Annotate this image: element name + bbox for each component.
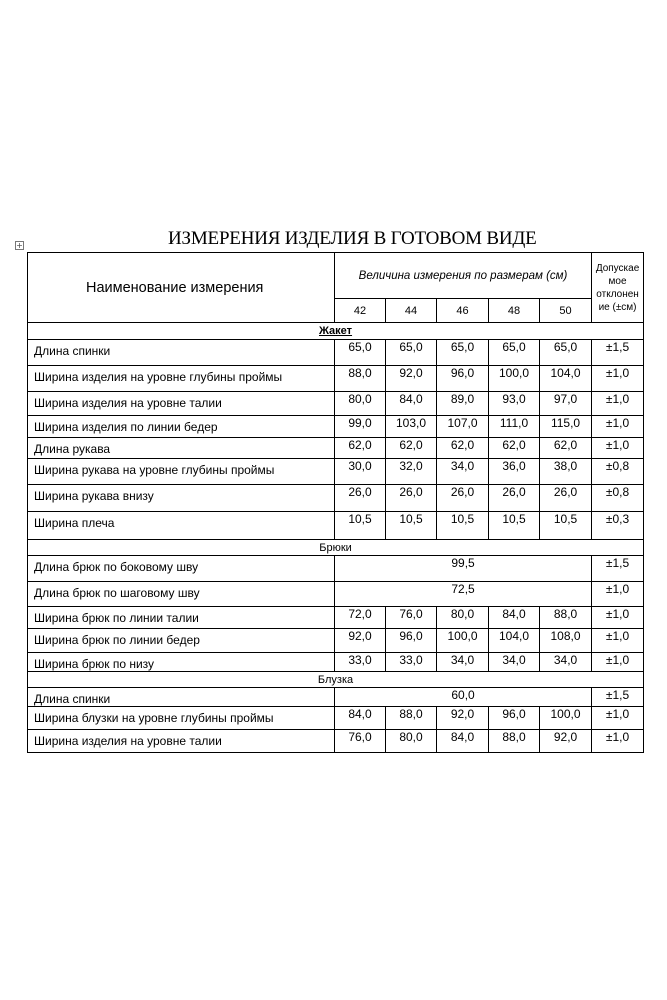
- table-row: [28, 392, 644, 416]
- measurement-value: 62,0: [540, 438, 592, 459]
- header-name: Наименование измерения: [28, 253, 335, 323]
- table-row: [28, 485, 644, 512]
- size-header: 50: [540, 299, 592, 323]
- table-row: [28, 366, 644, 392]
- table-row: [28, 459, 644, 485]
- measurement-value: 99,5: [335, 556, 592, 582]
- measurement-value: 89,0: [437, 392, 489, 416]
- tolerance-value: ±1,5: [592, 340, 644, 366]
- measurement-value: 92,0: [386, 366, 437, 392]
- page-title: ИЗМЕРЕНИЯ ИЗДЕЛИЯ В ГОТОВОМ ВИДЕ: [168, 228, 537, 249]
- measurement-value: 65,0: [335, 340, 386, 366]
- table-row: [28, 582, 644, 607]
- measurement-value: 100,0: [489, 366, 540, 392]
- tolerance-value: ±1,0: [592, 730, 644, 753]
- section-title: Брюки: [28, 540, 644, 556]
- measurement-name: Ширина рукава на уровне глубины проймы: [28, 459, 335, 485]
- tolerance-value: ±1,5: [592, 688, 644, 707]
- tolerance-value: ±1,0: [592, 607, 644, 629]
- table-row: [28, 512, 644, 540]
- measurement-name: Длина брюк по боковому шву: [28, 556, 335, 582]
- measurement-value: 26,0: [489, 485, 540, 512]
- tolerance-value: ±1,0: [592, 582, 644, 607]
- measurement-value: 103,0: [386, 416, 437, 438]
- measurement-value: 33,0: [335, 653, 386, 672]
- measurement-value: 34,0: [489, 653, 540, 672]
- measurement-value: 80,0: [386, 730, 437, 753]
- measurement-name: Ширина изделия по линии бедер: [28, 416, 335, 438]
- measurement-value: 26,0: [386, 485, 437, 512]
- tolerance-value: ±1,0: [592, 707, 644, 730]
- measurement-value: 36,0: [489, 459, 540, 485]
- table-row: [28, 688, 644, 707]
- measurement-value: 38,0: [540, 459, 592, 485]
- measurement-value: 62,0: [386, 438, 437, 459]
- measurement-name: Ширина рукава внизу: [28, 485, 335, 512]
- measurement-value: 92,0: [335, 629, 386, 653]
- measurement-value: 10,5: [489, 512, 540, 540]
- measurement-value: 80,0: [437, 607, 489, 629]
- section-title: Блузка: [28, 672, 644, 688]
- table-row: [28, 438, 644, 459]
- section-row: [28, 672, 644, 688]
- table-row: [28, 340, 644, 366]
- measurement-value: 26,0: [335, 485, 386, 512]
- measurement-value: 26,0: [540, 485, 592, 512]
- measurement-name: Длина спинки: [28, 340, 335, 366]
- measurement-value: 65,0: [437, 340, 489, 366]
- section-title: [28, 323, 644, 340]
- measurement-value: 93,0: [489, 392, 540, 416]
- table-row: [28, 730, 644, 753]
- tolerance-value: ±0,8: [592, 459, 644, 485]
- measurement-value: 65,0: [540, 340, 592, 366]
- tolerance-value: ±1,0: [592, 438, 644, 459]
- measurement-value: 72,5: [335, 582, 592, 607]
- size-header: 48: [489, 299, 540, 323]
- measurement-value: 10,5: [335, 512, 386, 540]
- measurement-value: 104,0: [489, 629, 540, 653]
- tolerance-value: ±1,0: [592, 392, 644, 416]
- measurement-value: 92,0: [540, 730, 592, 753]
- measurement-value: 62,0: [335, 438, 386, 459]
- measurement-value: 96,0: [386, 629, 437, 653]
- measurement-value: 84,0: [386, 392, 437, 416]
- section-row: [28, 540, 644, 556]
- table-row: [28, 607, 644, 629]
- size-header: 46: [437, 299, 489, 323]
- measurement-value: 100,0: [540, 707, 592, 730]
- measurement-value: 88,0: [489, 730, 540, 753]
- tolerance-value: ±1,0: [592, 629, 644, 653]
- measurement-value: 84,0: [335, 707, 386, 730]
- tolerance-value: ±1,0: [592, 416, 644, 438]
- measurement-name: Ширина изделия на уровне глубины проймы: [28, 366, 335, 392]
- measurement-value: 72,0: [335, 607, 386, 629]
- measurement-value: 34,0: [437, 653, 489, 672]
- measurement-value: 76,0: [335, 730, 386, 753]
- table-row: [28, 556, 644, 582]
- measurement-name: Длина брюк по шаговому шву: [28, 582, 335, 607]
- measurement-value: 84,0: [489, 607, 540, 629]
- measurement-value: 111,0: [489, 416, 540, 438]
- measurement-name: Ширина брюк по низу: [28, 653, 335, 672]
- table-row: [28, 629, 644, 653]
- measurement-value: 34,0: [540, 653, 592, 672]
- measurement-name: Ширина брюк по линии бедер: [28, 629, 335, 653]
- measurement-value: 65,0: [489, 340, 540, 366]
- measurement-value: 62,0: [437, 438, 489, 459]
- measurement-name: Ширина изделия на уровне талии: [28, 730, 335, 753]
- measurement-value: 10,5: [386, 512, 437, 540]
- table-row: [28, 653, 644, 672]
- size-header: 42: [335, 299, 386, 323]
- measurement-value: 99,0: [335, 416, 386, 438]
- tolerance-value: ±1,0: [592, 653, 644, 672]
- measurement-value: 108,0: [540, 629, 592, 653]
- measurement-value: 84,0: [437, 730, 489, 753]
- measurement-name: Ширина брюк по линии талии: [28, 607, 335, 629]
- measurement-value: 92,0: [437, 707, 489, 730]
- measurement-value: 107,0: [437, 416, 489, 438]
- table-move-handle-icon[interactable]: +: [16, 241, 23, 250]
- measurement-name: Ширина плеча: [28, 512, 335, 540]
- table-row: [28, 707, 644, 730]
- measurement-value: 104,0: [540, 366, 592, 392]
- tolerance-value: ±1,0: [592, 366, 644, 392]
- measurement-value: 30,0: [335, 459, 386, 485]
- measurements-table: [27, 252, 644, 753]
- measurement-value: 96,0: [437, 366, 489, 392]
- measurement-value: 62,0: [489, 438, 540, 459]
- measurement-value: 100,0: [437, 629, 489, 653]
- section-title-text: Жакет: [318, 325, 353, 337]
- measurement-value: 10,5: [437, 512, 489, 540]
- measurement-name: Ширина блузки на уровне глубины проймы: [28, 707, 335, 730]
- measurement-value: 96,0: [489, 707, 540, 730]
- measurement-value: 10,5: [540, 512, 592, 540]
- measurement-value: 88,0: [335, 366, 386, 392]
- measurement-value: 26,0: [437, 485, 489, 512]
- measurement-name: Длина спинки: [28, 688, 335, 707]
- measurement-value: 88,0: [386, 707, 437, 730]
- measurement-value: 65,0: [386, 340, 437, 366]
- tolerance-value: ±0,8: [592, 485, 644, 512]
- measurement-value: 80,0: [335, 392, 386, 416]
- measurement-value: 97,0: [540, 392, 592, 416]
- tolerance-value: ±1,5: [592, 556, 644, 582]
- size-header: 44: [386, 299, 437, 323]
- table-row: [28, 416, 644, 438]
- measurement-value: 32,0: [386, 459, 437, 485]
- header-tolerance: Допускае мое отклонен ие (±см): [592, 253, 644, 323]
- header-sizes-label: Величина измерения по размерам (см): [335, 253, 592, 299]
- section-row: [28, 323, 644, 340]
- measurement-name: Ширина изделия на уровне талии: [28, 392, 335, 416]
- measurement-value: 60,0: [335, 688, 592, 707]
- measurement-value: 33,0: [386, 653, 437, 672]
- measurement-value: 76,0: [386, 607, 437, 629]
- tolerance-value: ±0,3: [592, 512, 644, 540]
- measurement-value: 115,0: [540, 416, 592, 438]
- measurement-value: 88,0: [540, 607, 592, 629]
- measurement-name: Длина рукава: [28, 438, 335, 459]
- measurement-value: 34,0: [437, 459, 489, 485]
